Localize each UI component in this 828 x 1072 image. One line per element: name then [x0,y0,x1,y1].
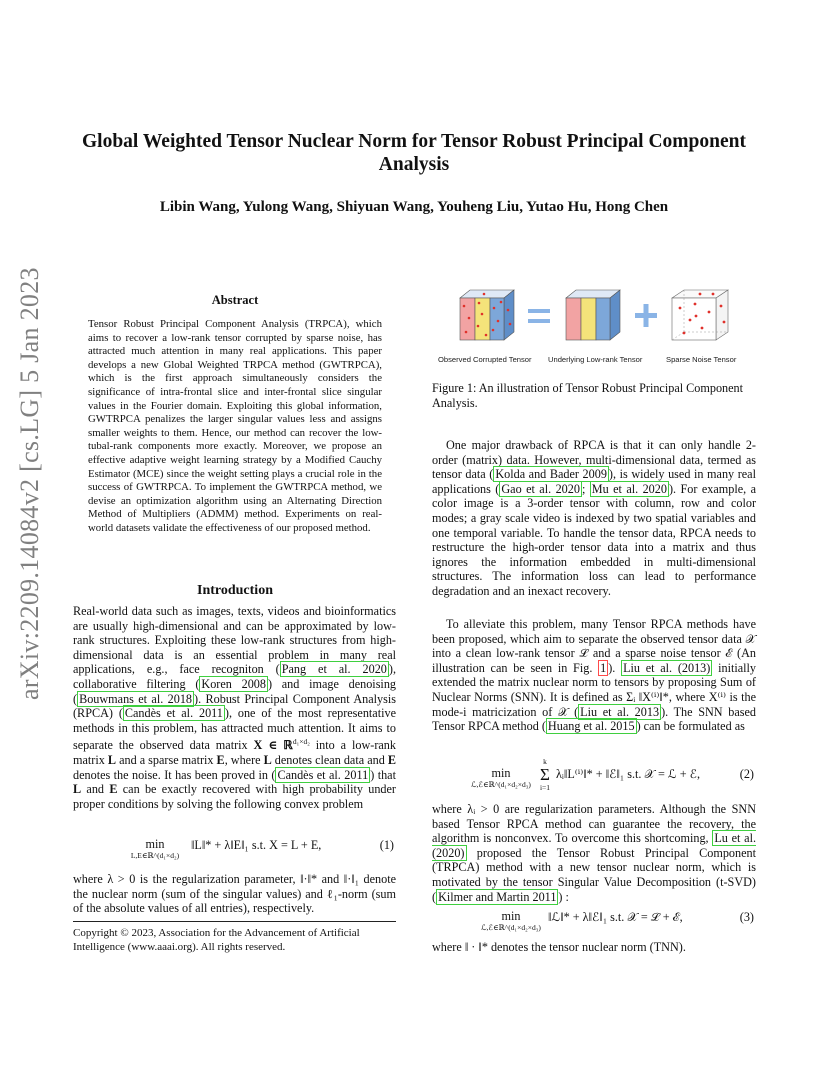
equation-subscript: ℒ,ℰ∈ℝ^(d₁×d₂×d₃) [481,923,541,932]
introduction-heading: Introduction [197,583,273,598]
sum-symbol: Σ [540,765,550,784]
right-paragraph-4: where ‖ · ‖* denotes the tensor nuclear norm (TNN). [432,940,686,954]
sparse-noise-tensor-graphic [672,290,728,340]
citation-link[interactable]: Kolda and Bader 2009 [495,467,607,482]
observed-tensor-graphic [460,290,514,340]
equation-body: λᵢ‖L⁽ⁱ⁾‖* + ‖ℰ‖₁ s.t. 𝒳 = ℒ + ℰ, [556,767,701,781]
citation-link[interactable]: Koren 2008 [201,676,266,691]
abstract-heading: Abstract [211,293,259,307]
lowrank-tensor-graphic [566,290,620,340]
citation-link[interactable]: Liu et al. 2013 [580,704,660,719]
figure-reference-link[interactable]: 1 [600,660,607,675]
equation-subscript: L,E∈ℝ^(d₁×d₂) [130,851,180,860]
equation-min-operator: min [501,909,521,923]
arxiv-identifier: arXiv:2209.14084v2 [cs.LG] 5 Jan 2023 [15,267,44,700]
figure-label-lowrank: Underlying Low-rank Tensor [548,355,643,364]
citation-link[interactable]: Candès et al. 2011 [277,767,369,782]
figure-caption: Figure 1: An illustration of Tensor Robust Principal Component Analysis. [432,381,744,410]
intro-paragraph-1: Real-world data such as images, texts, videos and bioinformatics are usually high-dimensional and can be approximated by low-rank structures. Exploiting these low-rank structures from high-dimensional data is an essential problem in many real applications, e.g., face recogniton ( Pang et al. 2020 ), collaborative filtering ( Koren 2008 ) and image denoising ( Bouwmans et al. 2018 ). Robust Principal Component Analysis (RPCA) ( Candès et al. 2011 ), one of the most representative methods in this problem, has attracted much attention. It aims to separate the observed data matrix X ∈ ℝ$^{d_1\times d_2}$ into a low-rank matrix L and a sparse matrix E, where L denotes clean data and E denotes the noise. It has been proved in ( Candès et al. 2011 ) that L and E can be exactly recovered with high probability under proper conditions by solving the following convex problem [73,604,397,811]
intro-paragraph-2: where λ > 0 is the regularization parameter, ‖·‖* and ‖·‖₁ denote the nuclear norm (sum of the singular values) and ℓ₁-norm (sum of the absolute values of all entries), respectively. [73,872,396,916]
plus-sign [635,304,657,327]
citation-link[interactable]: Lu et al. (2020) [432,831,757,860]
citation-link[interactable]: Bouwmans et al. 2018 [79,691,193,706]
equation-min-operator: min [491,766,511,780]
paper-title: Global Weighted Tensor Nuclear Norm for Tensor Robust Principal Component Analysis [82,131,746,175]
equation-subscript: ℒ,ℰ∈ℝ^(d₁×d₂×d₃) [471,780,531,789]
citation-link[interactable]: Pang et al. 2020 [281,662,387,677]
equation-min-operator: min [145,837,165,851]
figure-1 [432,288,756,378]
sum-lower-limit: i=1 [539,783,551,792]
equation-3 [432,908,756,938]
equals-sign [528,309,550,323]
equation-number: (3) [739,910,754,924]
citation-link[interactable]: Gao et al. 2020 [501,481,580,496]
right-paragraph-1: One major drawback of RPCA is that it can only handle 2-order (matrix) data. However, multi-dimensional data, termed as tensor data ( Kolda and Bader 2009 ), is widely used in many real applications ( Gao et al. 2020 ; Mu et al. 2020 ). For example, a color image is a 3-order tensor with column, row and color modes; a gray scale video is indexed by two spatial variables and one temporal variable. To handle the tensor data, RPCA needs to restructure the high-order tensor data into a matrix and thus ignores the information embedded in multi-dimensional structures. The information loss can lead to performance degradation and an inexact recovery. [432,438,756,598]
sum-upper-limit: k [543,757,547,766]
author-list: Libin Wang, Yulong Wang, Shiyuan Wang, Youheng Liu, Yutao Hu, Hong Chen [159,199,669,215]
equation-body: ‖L‖* + λ‖E‖₁ s.t. X = L + E, [191,838,322,852]
citation-link[interactable]: Kilmer and Martin 2011 [438,889,557,904]
equation-number: (2) [739,767,754,781]
right-paragraph-2: To alleviate this problem, many Tensor RPCA methods have been proposed, which aim to separate the observed tensor data 𝒳 into a clean low-rank tensor ℒ and a sparse noise tensor ℰ (An illustration can be seen in Fig. 1 ). Liu et al. (2013) initially extended the matrix nuclear norm to tensors by proposing Sum of Nuclear Norms (SNN). It is defined as Σᵢ ‖X⁽ⁱ⁾‖*, where X⁽ⁱ⁾ is the mode-i matricization of 𝒳 ( Liu et al. 2013 ). The SNN based Tensor RPCA method ( Huang et al. 2015 ) can be formulated as [432,617,756,734]
figure-label-observed: Observed Corrupted Tensor [438,355,532,364]
equation-2 [432,757,756,801]
figure-label-sparse: Sparse Noise Tensor [666,355,737,364]
citation-link[interactable]: Huang et al. 2015 [547,719,635,734]
right-paragraph-3: where λᵢ > 0 are regularization parameters. Although the SNN based Tensor RPCA method can guarantee the recovery, the algorithm is nonconvex. To overcome this shortcoming, Lu et al. (2020) proposed the Tensor Robust Principal Component (TRPCA) method with a new tensor nuclear norm, which is motivated by the tensor Singular Value Decomposition (t-SVD) ( Kilmer and Martin 2011 ) : [432,802,757,904]
equation-number: (1) [379,838,394,852]
equation-body: ‖ℒ‖* + λ‖ℰ‖₁ s.t. 𝒳 = ℒ + ℰ, [548,910,683,924]
tensor-illustration [432,288,756,352]
citation-link[interactable]: Mu et al. 2020 [591,481,667,496]
citation-link[interactable]: Liu et al. (2013) [623,660,711,675]
abstract-text: Tensor Robust Principal Component Analysis (TRPCA), which aims to recover a low-rank tensor corrupted by sparse noise, has attracted much attention in many real applications. This paper develops a new Global Weighted TRPCA method (GWTRPCA), which is the first approach simultaneously considers the significance of intra-frontal slice and inter-frontal slice singular values in the Fourier domain. Exploiting this global information, GWTRPCA penalizes the larger singular values less and assigns smaller weights to them. Hence, our method can recover the low-tubal-rank components more exactly. Moreover, we propose an effective adaptive weight learning strategy by a Modified Cauchy Estimator (MCE) since the weight setting plays a crucial role in the success of GWTRPCA. To implement the GWTRPCA method, we devise an optimization algorithm using an Alternating Direction Method of Multipliers (ADMM) method. Experiments on real-world datasets validate the effectiveness of our proposed method. [88,318,382,534]
citation-link[interactable]: Candès et al. 2011 [124,706,223,721]
copyright-notice: Copyright © 2023, Association for the Advancement of Artificial Intelligence (www.aaai.org). All rights reserved. [73,921,396,954]
equation-1 [73,834,396,868]
